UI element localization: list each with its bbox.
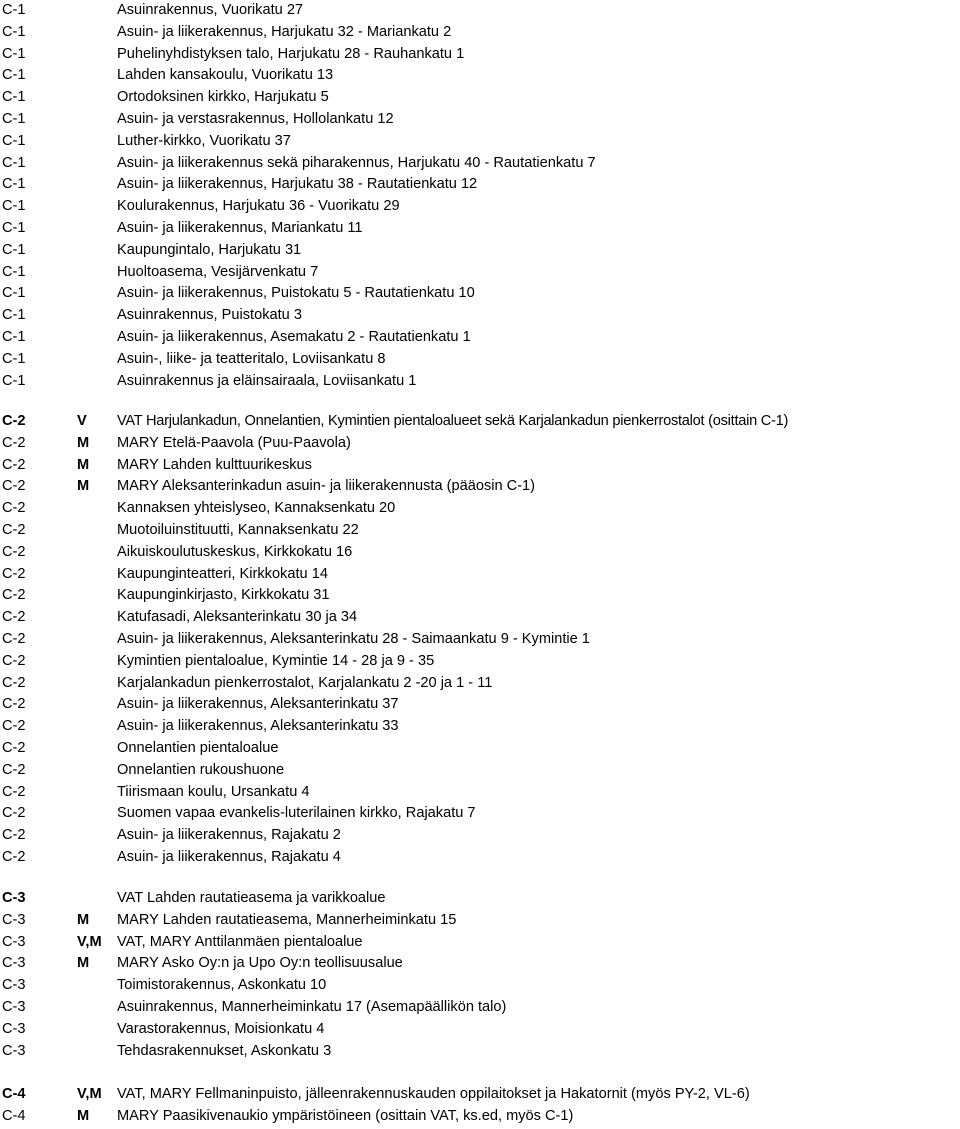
- inventory-tag: V,M: [77, 933, 102, 950]
- protection-class-code: C-2: [2, 718, 26, 735]
- site-description: MARY Etelä-Paavola (Puu-Paavola): [117, 434, 351, 451]
- list-item: [0, 564, 960, 585]
- protection-class-code: C-2: [2, 849, 26, 865]
- list-item: [0, 888, 960, 909]
- protection-class-code: C-4: [2, 1107, 26, 1124]
- list-item: [0, 87, 960, 108]
- list-item: [0, 910, 960, 931]
- site-description: Onnelantien rukoushuone: [117, 761, 285, 778]
- site-description: Varastorakennus, Moisionkatu 4: [117, 1020, 325, 1037]
- list-item: [0, 975, 960, 996]
- inventory-tag: M: [77, 911, 90, 928]
- list-item: [0, 607, 960, 628]
- protection-class-code: C-2: [2, 609, 26, 626]
- protection-class-code: C-2: [2, 500, 26, 517]
- protection-class-code: C-3: [2, 977, 26, 994]
- inventory-tag: M: [77, 434, 90, 451]
- list-item: [0, 847, 960, 868]
- site-description: Tehdasrakennukset, Askonkatu 3: [117, 1042, 332, 1059]
- list-item: [0, 283, 960, 304]
- list-item: [0, 1084, 960, 1105]
- site-description: VAT, MARY Anttilanmäen pientaloalue: [117, 933, 363, 950]
- protection-class-code: C-3: [2, 911, 26, 928]
- protection-class-code: C-2: [2, 696, 26, 713]
- protection-class-code: C-2: [2, 783, 26, 800]
- site-description: Kaupunginteatteri, Kirkkokatu 14: [117, 565, 328, 582]
- list-item: [0, 0, 960, 21]
- protection-class-code: C-2: [2, 456, 26, 473]
- site-description: Koulurakennus, Harjukatu 36 - Vuorikatu 29: [117, 198, 400, 215]
- list-item: [0, 1106, 960, 1127]
- protection-class-code: C-1: [2, 2, 26, 18]
- protection-class-code: C-4: [2, 1086, 26, 1102]
- list-item: [0, 411, 960, 432]
- list-item: [0, 629, 960, 650]
- protection-class-code: C-2: [2, 827, 26, 844]
- inventory-tag: M: [77, 955, 90, 972]
- list-item: [0, 738, 960, 759]
- list-item: [0, 997, 960, 1018]
- list-item: [0, 803, 960, 824]
- list-item: [0, 262, 960, 283]
- list-item: [0, 694, 960, 715]
- site-description: Asuinrakennus ja eläinsairaala, Loviisankatu 1: [117, 372, 417, 389]
- site-description: Onnelantien pientaloalue: [117, 740, 279, 756]
- protection-class-code: C-3: [2, 933, 26, 950]
- protection-class-code: C-1: [2, 329, 26, 345]
- site-description: Karjalankadun pienkerrostalot, Karjalankatu 2 -20 ja 1 - 11: [117, 674, 493, 691]
- site-description: Asuinrakennus, Puistokatu 3: [117, 307, 302, 324]
- list-item: [0, 218, 960, 239]
- protection-class-code: C-2: [2, 587, 26, 604]
- list-item: [0, 22, 960, 43]
- protection-class-code: C-1: [2, 198, 26, 215]
- protection-class-code: C-1: [2, 132, 26, 149]
- site-description: Asuin- ja liikerakennus, Aleksanterinkatu 28 - Saimaankatu 9 - Kymintie 1: [117, 631, 590, 647]
- site-description: Asuin- ja liikerakennus, Harjukatu 38 - Rautatienkatu 12: [117, 176, 478, 193]
- list-item: [0, 371, 960, 392]
- protection-class-code: C-1: [2, 263, 26, 280]
- list-item: [0, 932, 960, 953]
- site-description: Huoltoasema, Vesijärvenkatu 7: [117, 263, 319, 280]
- protection-class-code: C-1: [2, 307, 26, 324]
- site-description: Ortodoksinen kirkko, Harjukatu 5: [117, 89, 329, 106]
- protection-class-code: C-2: [2, 413, 26, 429]
- list-item: [0, 305, 960, 326]
- site-description: MARY Lahden rautatieasema, Mannerheiminkatu 15: [117, 911, 457, 928]
- list-item: [0, 476, 960, 497]
- list-item: [0, 327, 960, 348]
- list-item: [0, 585, 960, 606]
- site-description: Asuin- ja liikerakennus, Asemakatu 2 - Rautatienkatu 1: [117, 329, 471, 345]
- list-item: [0, 131, 960, 152]
- site-description: MARY Aleksanterinkadun asuin- ja liikerakennusta (pääosin C-1): [117, 478, 536, 495]
- list-item: [0, 498, 960, 519]
- site-description: Asuin- ja liikerakennus, Rajakatu 4: [117, 849, 341, 865]
- protection-class-code: C-2: [2, 565, 26, 582]
- site-description: Suomen vapaa evankelis-luterilainen kirkko, Rajakatu 7: [117, 805, 476, 822]
- list-item: [0, 65, 960, 86]
- site-description: Asuin- ja liikerakennus sekä piharakennus, Harjukatu 40 - Rautatienkatu 7: [117, 154, 596, 171]
- site-description: Asuinrakennus, Vuorikatu 27: [117, 2, 304, 18]
- protection-class-code: C-3: [2, 955, 26, 972]
- protection-class-code: C-1: [2, 45, 26, 62]
- site-description: Kymintien pientaloalue, Kymintie 14 - 28 ja 9 - 35: [117, 652, 435, 669]
- protection-class-code: C-3: [2, 890, 26, 906]
- protection-class-code: C-3: [2, 1042, 26, 1059]
- list-item: [0, 825, 960, 846]
- inventory-tag: V: [77, 413, 87, 429]
- site-description: Toimistorakennus, Askonkatu 10: [117, 977, 327, 994]
- list-item: [0, 953, 960, 974]
- site-description: Tiirismaan koulu, Ursankatu 4: [117, 783, 310, 800]
- protection-class-code: C-2: [2, 652, 26, 669]
- protection-class-code: C-1: [2, 372, 26, 389]
- site-description: Lahden kansakoulu, Vuorikatu 13: [117, 67, 334, 84]
- site-description: MARY Asko Oy:n ja Upo Oy:n teollisuusalue: [117, 955, 403, 972]
- list-item: [0, 196, 960, 217]
- protection-class-code: C-1: [2, 89, 26, 106]
- list-item: [0, 542, 960, 563]
- inventory-tag: M: [77, 456, 90, 473]
- list-item: [0, 1041, 960, 1062]
- site-description: Luther-kirkko, Vuorikatu 37: [117, 132, 291, 149]
- list-item: [0, 174, 960, 195]
- protection-class-code: C-1: [2, 67, 26, 84]
- protection-class-code: C-2: [2, 805, 26, 822]
- protection-class-code: C-3: [2, 1020, 26, 1037]
- protection-class-code: C-1: [2, 111, 26, 127]
- list-item: [0, 520, 960, 541]
- protection-class-code: C-2: [2, 674, 26, 691]
- list-item: [0, 433, 960, 454]
- site-description: Asuin- ja liikerakennus, Harjukatu 32 - Mariankatu 2: [117, 23, 452, 40]
- protection-class-code: C-1: [2, 220, 26, 236]
- site-description: Asuin- ja liikerakennus, Aleksanterinkatu 37: [117, 696, 399, 713]
- list-item: [0, 782, 960, 803]
- site-description: Asuin- ja liikerakennus, Rajakatu 2: [117, 827, 341, 844]
- protection-class-code: C-1: [2, 154, 26, 171]
- list-item: [0, 673, 960, 694]
- site-description: Asuin- ja liikerakennus, Mariankatu 11: [117, 220, 363, 236]
- protection-class-code: C-2: [2, 543, 26, 560]
- site-description: Asuin-, liike- ja teatteritalo, Loviisankatu 8: [117, 350, 386, 367]
- list-item: [0, 716, 960, 737]
- site-description: Asuin- ja liikerakennus, Puistokatu 5 - Rautatienkatu 10: [117, 285, 475, 302]
- list-item: [0, 455, 960, 476]
- list-item: [0, 240, 960, 261]
- inventory-tag: M: [77, 478, 90, 495]
- site-description: Asuinrakennus, Mannerheiminkatu 17 (Asemapäällikön talo): [117, 999, 507, 1015]
- list-item: [0, 109, 960, 130]
- site-description: Aikuiskoulutuskeskus, Kirkkokatu 16: [117, 543, 353, 560]
- site-description: Puhelinyhdistyksen talo, Harjukatu 28 - Rauhankatu 1: [117, 45, 465, 62]
- site-description: Asuin- ja liikerakennus, Aleksanterinkatu 33: [117, 718, 399, 735]
- list-item: [0, 760, 960, 781]
- protection-class-code: C-2: [2, 478, 26, 495]
- list-item: [0, 44, 960, 65]
- site-description: VAT, MARY Fellmaninpuisto, jälleenrakennuskauden oppilaitokset ja Hakatornit (myös PY-2, VL-6): [117, 1086, 750, 1102]
- protection-class-code: C-1: [2, 350, 26, 367]
- list-item: [0, 349, 960, 370]
- site-description: VAT Lahden rautatieasema ja varikkoalue: [117, 890, 386, 906]
- site-description: VAT Harjulankadun, Onnelantien, Kymintien pientaloalueet sekä Karjalankadun pienkerrostalot (osittain C-1): [117, 413, 789, 429]
- site-description: MARY Paasikivenaukio ympäristöineen (osittain VAT, ks.ed, myös C-1): [117, 1107, 574, 1124]
- site-description: MARY Lahden kulttuurikeskus: [117, 456, 312, 473]
- site-description: Kannaksen yhteislyseo, Kannaksenkatu 20: [117, 500, 396, 517]
- protection-class-code: C-2: [2, 434, 26, 451]
- protection-class-code: C-2: [2, 631, 26, 647]
- inventory-tag: M: [77, 1107, 90, 1124]
- protection-class-code: C-1: [2, 176, 26, 193]
- list-item: [0, 651, 960, 672]
- protection-class-code: C-2: [2, 761, 26, 778]
- site-description: Kaupunginkirjasto, Kirkkokatu 31: [117, 587, 330, 604]
- list-item: [0, 153, 960, 174]
- protection-class-code: C-1: [2, 285, 26, 302]
- protection-class-code: C-1: [2, 241, 26, 258]
- site-description: Kaupungintalo, Harjukatu 31: [117, 241, 302, 258]
- site-description: Katufasadi, Aleksanterinkatu 30 ja 34: [117, 609, 358, 626]
- list-item: [0, 1019, 960, 1040]
- protection-class-code: C-1: [2, 23, 26, 40]
- protection-class-code: C-2: [2, 522, 26, 538]
- site-description: Asuin- ja verstasrakennus, Hollolankatu 12: [117, 111, 394, 127]
- inventory-tag: V,M: [77, 1086, 102, 1102]
- site-description: Muotoiluinstituutti, Kannaksenkatu 22: [117, 522, 359, 538]
- protection-class-code: C-3: [2, 999, 26, 1015]
- protection-class-code: C-2: [2, 740, 26, 756]
